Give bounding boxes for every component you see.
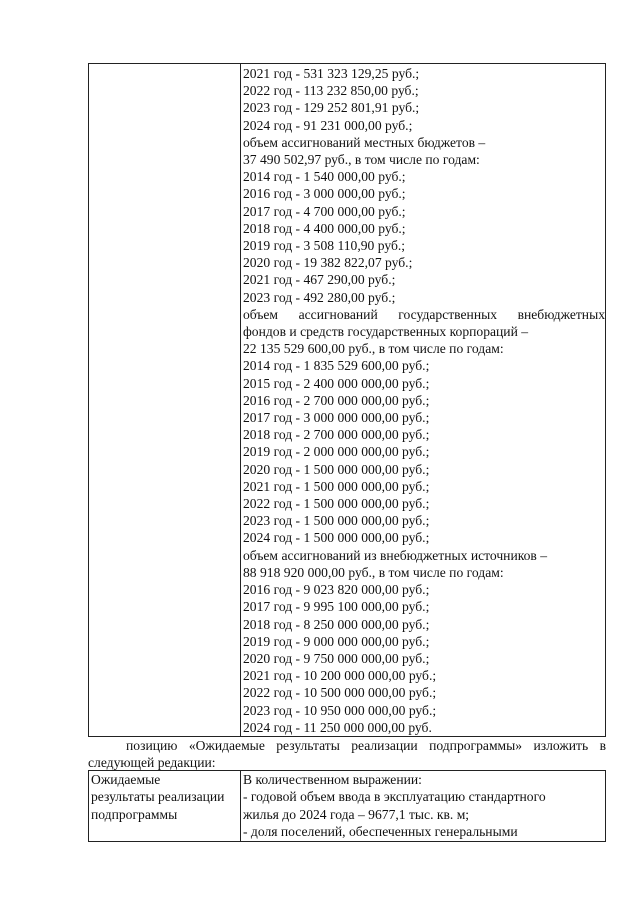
funding-line: 2024 год - 91 231 000,00 руб.; [243, 117, 413, 133]
funding-line: объем ассигнований государственных внебюджетных [243, 306, 605, 322]
funding-line: 2023 год - 492 280,00 руб.; [243, 289, 396, 305]
funding-line: 2020 год - 9 750 000 000,00 руб.; [243, 650, 430, 666]
funding-line: 2018 год - 2 700 000 000,00 руб.; [243, 427, 430, 443]
funding-line: 2021 год - 467 290,00 руб.; [243, 272, 396, 288]
funding-line: 2019 год - 2 000 000 000,00 руб.; [243, 444, 430, 460]
funding-line: 2022 год - 113 232 850,00 руб.; [243, 83, 419, 99]
funding-line: 2016 год - 3 000 000,00 руб.; [243, 186, 406, 202]
results-value-line: - годовой объем ввода в эксплуатацию стандартного [243, 789, 546, 805]
funding-table-label-cell [89, 64, 241, 737]
funding-line: 2018 год - 8 250 000 000,00 руб.; [243, 616, 430, 632]
results-label-line: подпрограммы [91, 806, 178, 822]
funding-table-value-cell [241, 64, 606, 737]
funding-line: объем ассигнований местных бюджетов – [243, 134, 486, 150]
results-label-line: результаты реализации [91, 789, 225, 805]
funding-line: 2022 год - 1 500 000 000,00 руб.; [243, 496, 430, 512]
funding-line: 2024 год - 1 500 000 000,00 руб.; [243, 530, 430, 546]
funding-line: 2018 год - 4 400 000,00 руб.; [243, 220, 406, 236]
funding-line: 2021 год - 10 200 000 000,00 руб.; [243, 668, 437, 684]
results-value-line: В количественном выражении: [243, 772, 422, 787]
funding-line: 2017 год - 3 000 000 000,00 руб.; [243, 410, 430, 426]
funding-line: 2021 год - 1 500 000 000,00 руб.; [243, 478, 430, 494]
results-value-line: жилья до 2024 года – 9677,1 тыс. кв. м; [243, 806, 470, 822]
funding-line: 2019 год - 3 508 110,90 руб.; [243, 238, 406, 254]
funding-line: 2017 год - 4 700 000,00 руб.; [243, 203, 406, 219]
funding-line: 2017 год - 9 995 100 000,00 руб.; [243, 599, 430, 615]
funding-line: 2024 год - 11 250 000 000,00 руб. [243, 719, 432, 735]
funding-line: 2022 год - 10 500 000 000,00 руб.; [243, 685, 437, 701]
funding-line: 2021 год - 531 323 129,25 руб.; [243, 66, 420, 81]
results-label-line: Ожидаемые [91, 772, 161, 787]
funding-line: 2023 год - 1 500 000 000,00 руб.; [243, 513, 430, 529]
funding-line: 2015 год - 2 400 000 000,00 руб.; [243, 375, 430, 391]
funding-line: 2020 год - 1 500 000 000,00 руб.; [243, 461, 430, 477]
amendment-paragraph [88, 737, 606, 771]
funding-table [88, 63, 606, 737]
amendment-paragraph-text: позицию «Ожидаемые результаты реализации подпрограммы» изложить в следующей редакции: [88, 738, 606, 770]
funding-line: 2020 год - 19 382 822,07 руб.; [243, 255, 413, 271]
results-table-value-cell [241, 771, 606, 842]
funding-line: 2016 год - 2 700 000 000,00 руб.; [243, 392, 430, 408]
results-table [88, 770, 606, 842]
funding-line: 2023 год - 129 252 801,91 руб.; [243, 100, 420, 116]
results-value-line: - доля поселений, обеспеченных генеральными [243, 824, 518, 840]
funding-line: 2014 год - 1 835 529 600,00 руб.; [243, 358, 430, 374]
funding-line: 2019 год - 9 000 000 000,00 руб.; [243, 633, 430, 649]
funding-line: фондов и средств государственных корпораций – [243, 324, 529, 340]
funding-line: 2014 год - 1 540 000,00 руб.; [243, 169, 406, 185]
funding-line: объем ассигнований из внебюджетных источников – [243, 547, 548, 563]
funding-line: 22 135 529 600,00 руб., в том числе по годам: [243, 341, 504, 357]
funding-line: 37 490 502,97 руб., в том числе по годам: [243, 152, 480, 168]
funding-line: 88 918 920 000,00 руб., в том числе по годам: [243, 564, 504, 580]
funding-line: 2016 год - 9 023 820 000,00 руб.; [243, 582, 430, 598]
funding-line: 2023 год - 10 950 000 000,00 руб.; [243, 702, 437, 718]
results-table-label-cell [89, 771, 241, 842]
